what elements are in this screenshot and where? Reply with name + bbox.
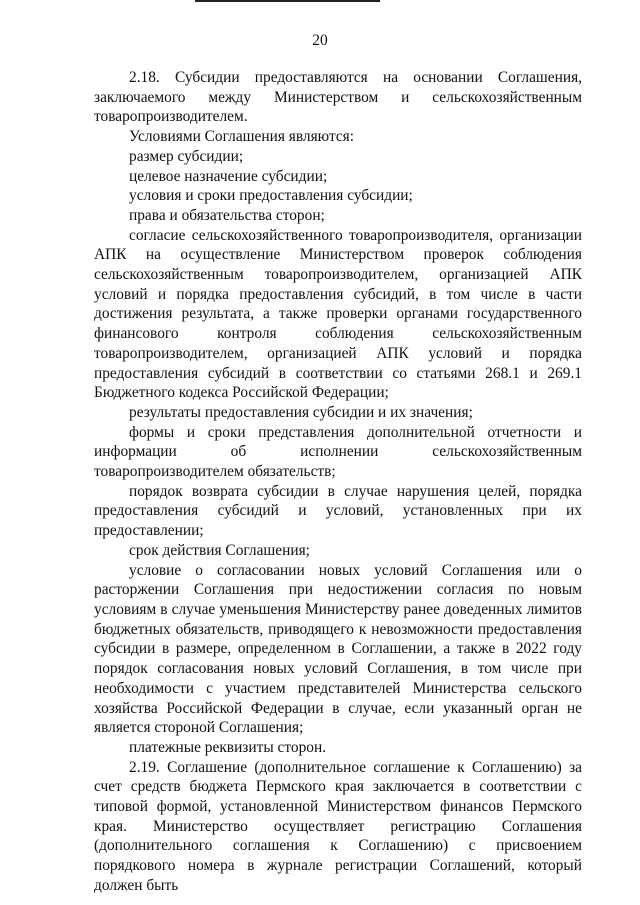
list-item: права и обязательства сторон; — [129, 206, 325, 224]
list-item: платежные реквизиты сторон. — [129, 738, 327, 756]
list-item: условие о согласовании новых условий Соглашения или о расторжении Соглашения при недостижении согласия по новым условиям в случае уменьшения Министерству ранее доведенных лимитов бюджетных обязательств, приводящего к невозможности предоставления субсидии в размере, определенном в Соглашении, а также в 2022 году порядок согласования новых условий Соглашения, в том числе при необходимости с участием представителей Министерства сельского хозяйства Российской Федерации в случае, если указанный орган не является стороной Соглашения; — [94, 561, 582, 737]
list-item: результаты предоставления субсидии и их значения; — [129, 403, 473, 421]
paragraph-2-18: 2.18. Субсидии предоставляются на основании Соглашения, заключаемого между Министерством и сельскохозяйственным товаропроизводителем. — [94, 69, 582, 126]
paragraph-2-19: 2.19. Соглашение (дополнительное соглашение к Соглашению) за счет средств бюджета Пермского края заключается в соответствии с типовой формой, установленной Министерством финансов Пермского края. Министерство осуществляет регистрацию Соглашения (дополнительного соглашения к Соглашению) с присвоением порядкового номера в журнале регистрации Соглашений, который должен быть — [94, 758, 582, 894]
list-item: условия и сроки предоставления субсидии; — [129, 187, 413, 205]
top-rule — [195, 0, 380, 2]
list-item: целевое назначение субсидии; — [129, 167, 328, 185]
document-body — [94, 68, 582, 896]
list-item: согласие сельскохозяйственного товаропроизводителя, организации АПК на осуществление Министерством проверок соблюдения сельскохозяйственным товаропроизводителем, организацией АПК условий и порядка предоставления субсидий, в том числе в части достижения результата, а также проверки органами государственного финансового контроля соблюдения сельскохозяйственным товаропроизводителем, организацией АПК условий и порядка предоставления субсидий в соответствии со статьями 268.1 и 269.1 Бюджетного кодекса Российской Федерации; — [94, 226, 582, 402]
paragraph-conditions-intro: Условиями Соглашения являются: — [129, 128, 355, 146]
list-item: порядок возврата субсидии в случае нарушения целей, порядка предоставления субсидий и условий, установленных при их предоставлении; — [94, 482, 582, 540]
list-item: срок действия Соглашения; — [129, 541, 310, 559]
list-item: размер субсидии; — [129, 147, 244, 165]
list-item: формы и сроки представления дополнительной отчетности и информации об исполнении сельскохозяйственным товаропроизводителем обязательств; — [94, 423, 582, 481]
page-number: 20 — [312, 32, 328, 49]
